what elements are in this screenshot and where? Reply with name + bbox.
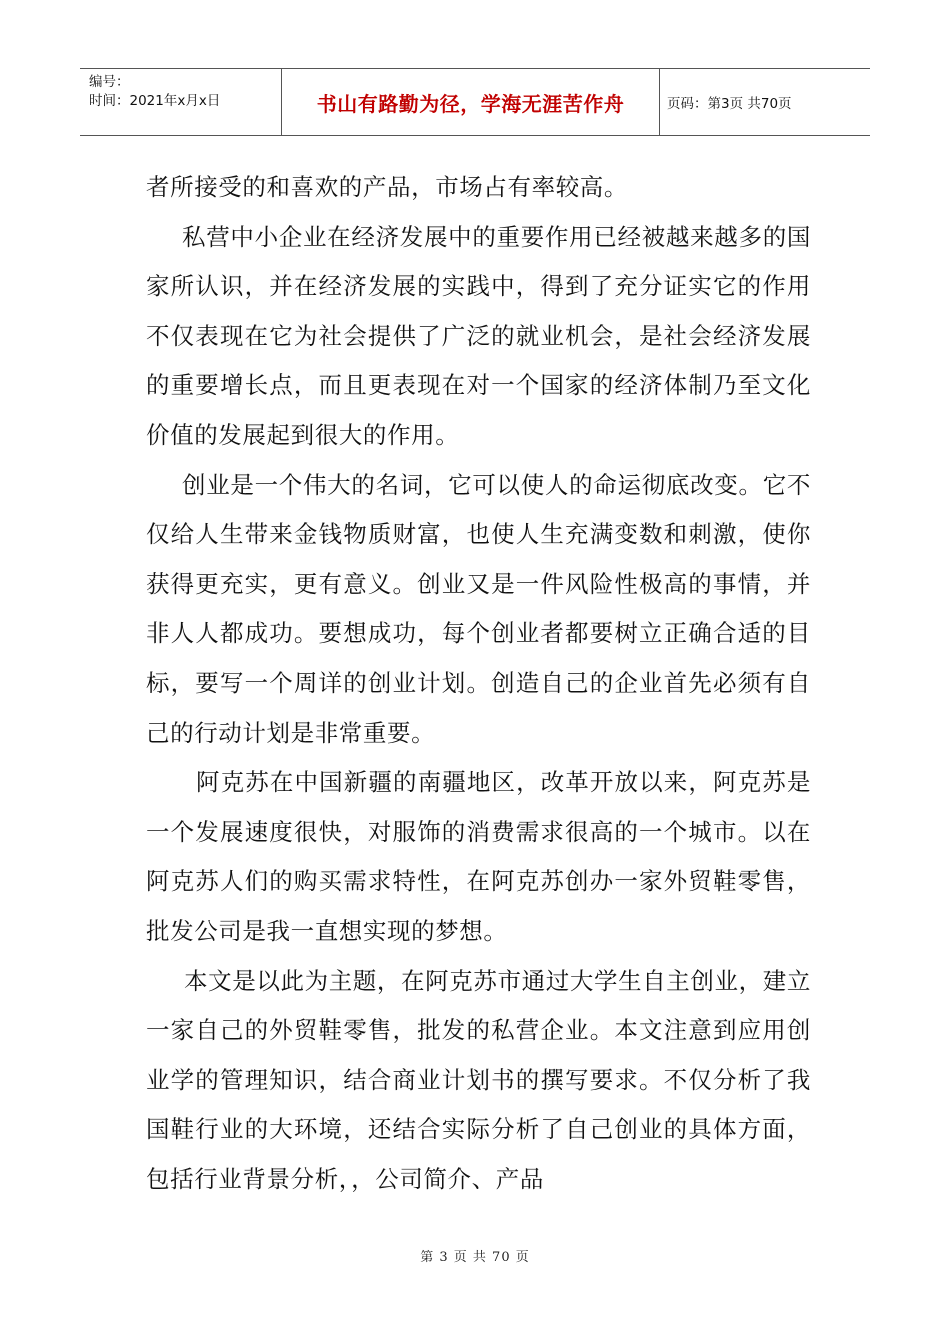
serial-number-label: 编号：	[89, 74, 130, 90]
paragraph-thesis-topic: 本文是以此为主题，在阿克苏市通过大学生自主创业，建立一家自己的外贸鞋零售，批发的私营企业。本文注意到应用创业学的管理知识，结合商业计划书的撰写要求。不仅分析了我国鞋行业的大环境，还结合实际分析了自己创业的具体方面，包括行业背景分析，，公司简介、产品	[146, 966, 811, 1193]
header-page-info: 页码：第3页 共70页	[667, 96, 792, 112]
header-meta-cell	[80, 69, 282, 135]
document-body	[146, 163, 811, 1204]
date-line: 时间：2021年x月x日	[89, 93, 221, 109]
paragraph-aksu: 阿克苏在中国新疆的南疆地区，改革开放以来，阿克苏是一个发展速度很快，对服饰的消费需求很高的一个城市。以在阿克苏人们的购买需求特性，在阿克苏创办一家外贸鞋零售，批发公司是我一直想实现的梦想。	[146, 768, 811, 945]
header-motto: 书山有路勤为径，学海无涯苦作舟	[282, 69, 660, 135]
paragraph-sme-role: 私营中小企业在经济发展中的重要作用已经被越来越多的国家所认识，并在经济发展的实践中，得到了充分证实它的作用不仅表现在它为社会提供了广泛的就业机会，是社会经济发展的重要增长点，而且更表现在对一个国家的经济体制乃至文化价值的发展起到很大的作用。	[146, 222, 811, 449]
paragraph-continued: 者所接受的和喜欢的产品，市场占有率较高。	[146, 173, 628, 201]
page-header	[80, 68, 870, 136]
page-footer: 第 3 页 共 70 页	[420, 1250, 530, 1265]
paragraph-entrepreneurship: 创业是一个伟大的名词，它可以使人的命运彻底改变。它不仅给人生带来金钱物质财富，也使人生充满变数和刺激，使你获得更充实，更有意义。创业又是一件风险性极高的事情，并非人人都成功。要想成功，每个创业者都要树立正确合适的目标，要写一个周详的创业计划。创造自己的企业首先必须有自己的行动计划是非常重要。	[146, 470, 811, 747]
